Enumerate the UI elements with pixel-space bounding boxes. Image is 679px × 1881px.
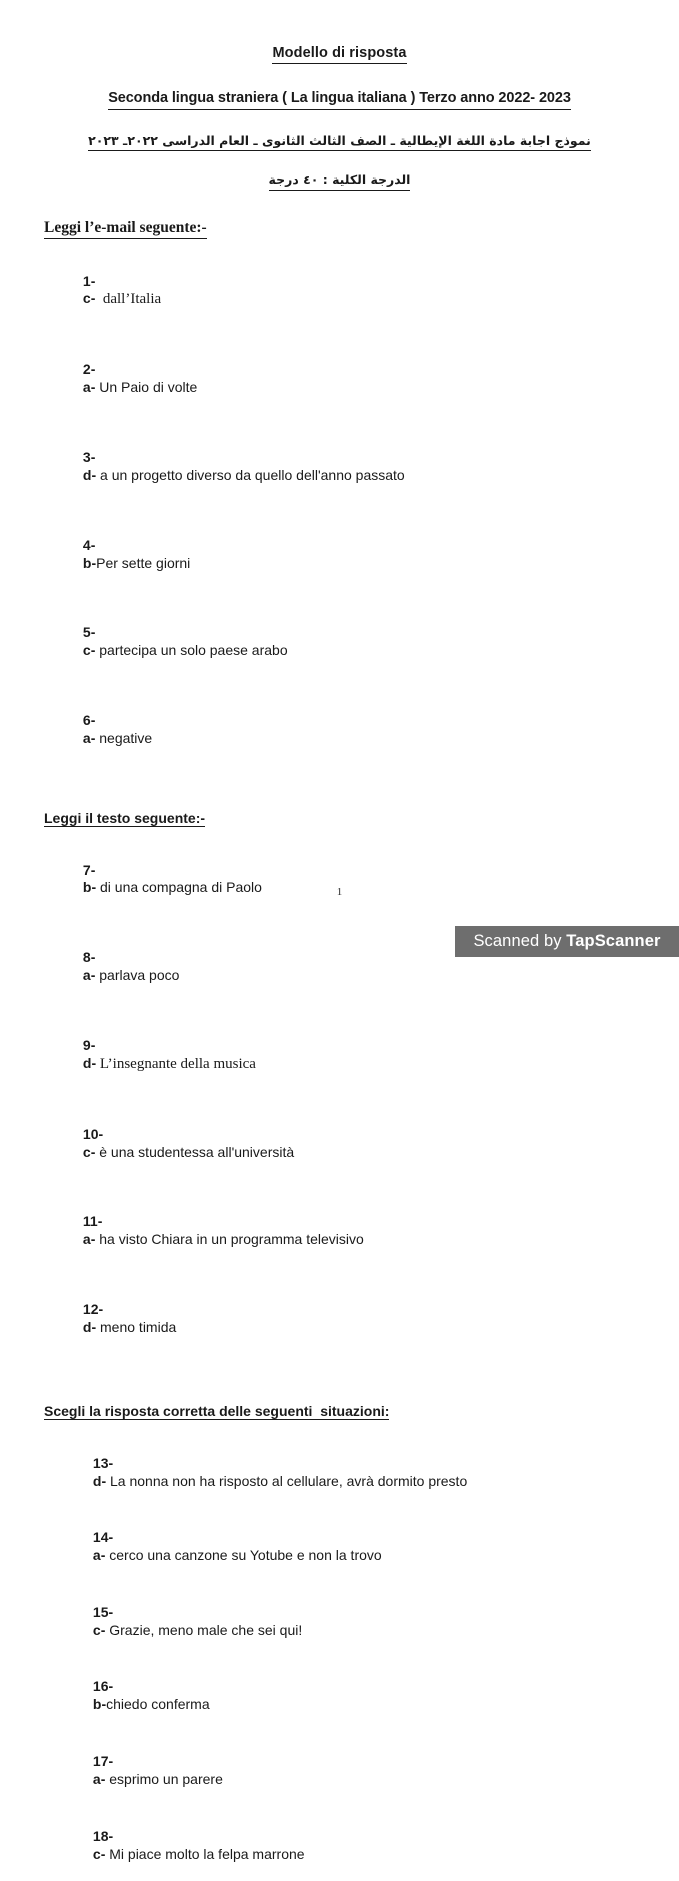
answer-option: c- <box>82 1143 96 1160</box>
answer-number: 9- <box>82 1036 96 1053</box>
answer-item <box>44 344 651 416</box>
answer-option: a- <box>92 1771 106 1787</box>
title-main-line <box>0 44 679 64</box>
answer-number: 11- <box>82 1213 103 1230</box>
answer-number: 18- <box>92 1827 114 1844</box>
watermark-prefix: Scanned by <box>473 932 567 950</box>
answer-text: esprimo un parere <box>105 1771 223 1787</box>
answer-text: negative <box>95 729 153 746</box>
answer-item <box>44 1283 651 1355</box>
page-number: 1 <box>336 886 343 898</box>
answer-item <box>54 1586 651 1658</box>
title-grade-line <box>0 171 679 191</box>
answer-text: Mi piace molto la felpa marrone <box>105 1845 305 1862</box>
answer-option: b- <box>82 554 97 571</box>
answer-item <box>44 519 651 591</box>
section-email <box>44 219 651 766</box>
section-situations <box>44 1403 651 1881</box>
answer-text: dall’Italia <box>95 291 162 308</box>
section-heading-row-2 <box>44 810 651 828</box>
answer-number: 10- <box>82 1125 104 1142</box>
answer-number: 2- <box>82 361 96 378</box>
section-heading-row-1 <box>44 219 651 239</box>
answer-text: partecipa un solo paese arabo <box>95 642 288 659</box>
answer-item <box>44 431 651 503</box>
answer-option: a- <box>82 729 96 746</box>
answer-number: 15- <box>92 1603 114 1620</box>
answer-text: parlava poco <box>95 967 180 984</box>
answer-text: Per sette giorni <box>96 554 191 571</box>
answer-option: d- <box>92 1472 107 1489</box>
answer-number: 16- <box>92 1678 114 1695</box>
answer-text: chiedo conferma <box>106 1696 210 1713</box>
answer-option: a- <box>92 1547 106 1564</box>
answer-item <box>54 1511 651 1583</box>
answer-number: 1- <box>82 272 96 289</box>
title-arabic-line <box>0 132 679 152</box>
answer-text: Grazie, meno male che sei qui! <box>105 1621 303 1638</box>
answer-number: 3- <box>82 449 96 466</box>
arabic-subtitle: نموذج اجابة مادة اللغة الإيطالية ـ الصف الثالث الثانوى ـ العام الدراسى ٢٠٢٢ـ ٢٠٢٣ <box>88 133 591 152</box>
answer-number: 7- <box>82 861 96 878</box>
page-title: Modello di risposta <box>272 45 406 64</box>
answer-text: è una studentessa all'università <box>95 1143 295 1160</box>
document-header <box>0 0 679 191</box>
answer-option: d- <box>82 466 97 483</box>
answer-item <box>44 1108 651 1180</box>
answer-text: Un Paio di volte <box>95 379 198 396</box>
answer-text: ha visto Chiara in un programma televisivo <box>95 1231 364 1248</box>
subject-subtitle: Seconda lingua straniera ( La lingua italiana ) Terzo anno 2022- 2023 <box>108 90 571 109</box>
answer-list-situations <box>44 1437 651 1881</box>
title-sub-line <box>0 89 679 109</box>
total-grade-label: الدرجة الكلية : ٤٠ درجة <box>269 172 411 191</box>
answer-item <box>44 255 651 328</box>
answer-text: L’insegnante della musica <box>96 1055 256 1072</box>
answer-text: cerco una canzone su Yotube e non la trovo <box>105 1547 382 1564</box>
answer-list-text <box>44 844 651 1355</box>
answer-option: c- <box>92 1621 106 1638</box>
watermark-brand: TapScanner <box>566 932 661 950</box>
answer-item <box>44 1195 651 1267</box>
answer-item <box>54 1810 651 1881</box>
document-body <box>0 219 679 1881</box>
watermark-text <box>473 932 660 951</box>
answer-item <box>44 606 651 678</box>
answer-number: 14- <box>92 1529 114 1546</box>
answer-option: d- <box>82 1054 97 1071</box>
answer-item <box>44 844 651 916</box>
answer-option: a- <box>82 967 96 984</box>
tapscanner-watermark <box>455 926 679 957</box>
answer-option: c- <box>92 1845 106 1862</box>
answer-item <box>54 1437 651 1509</box>
answer-option: c- <box>82 642 96 659</box>
section-heading-email: Leggi l’e-mail seguente:- <box>44 219 207 239</box>
answer-number: 6- <box>82 711 96 728</box>
answer-option: a- <box>82 379 96 396</box>
answer-item <box>44 694 651 766</box>
section-heading-text: Leggi il testo seguente:- <box>44 809 206 826</box>
answer-number: 4- <box>82 536 96 553</box>
answer-option: a- <box>82 1231 96 1248</box>
section-heading-row-3 <box>44 1403 651 1421</box>
answer-number: 17- <box>92 1753 114 1770</box>
answer-option: d- <box>82 1318 97 1335</box>
answer-item <box>54 1735 651 1807</box>
answer-number: 5- <box>82 624 96 641</box>
answer-option: c- <box>82 290 96 307</box>
answer-option: b- <box>92 1696 107 1713</box>
answer-text: di una compagna di Paolo <box>96 879 262 896</box>
answer-list-email <box>44 255 651 766</box>
answer-number: 13- <box>92 1454 114 1471</box>
section-heading-situations: Scegli la risposta corretta delle seguenti situazioni: <box>44 1402 390 1419</box>
answer-number: 8- <box>82 949 96 966</box>
answer-option: b- <box>82 879 97 896</box>
answer-text: meno timida <box>96 1318 177 1335</box>
answer-text: La nonna non ha risposto al cellulare, avrà dormito presto <box>106 1472 468 1489</box>
answer-number: 12- <box>82 1300 104 1317</box>
answer-text: a un progetto diverso da quello dell'anno passato <box>96 466 405 483</box>
answer-item <box>44 1019 651 1092</box>
answer-item <box>54 1661 651 1733</box>
